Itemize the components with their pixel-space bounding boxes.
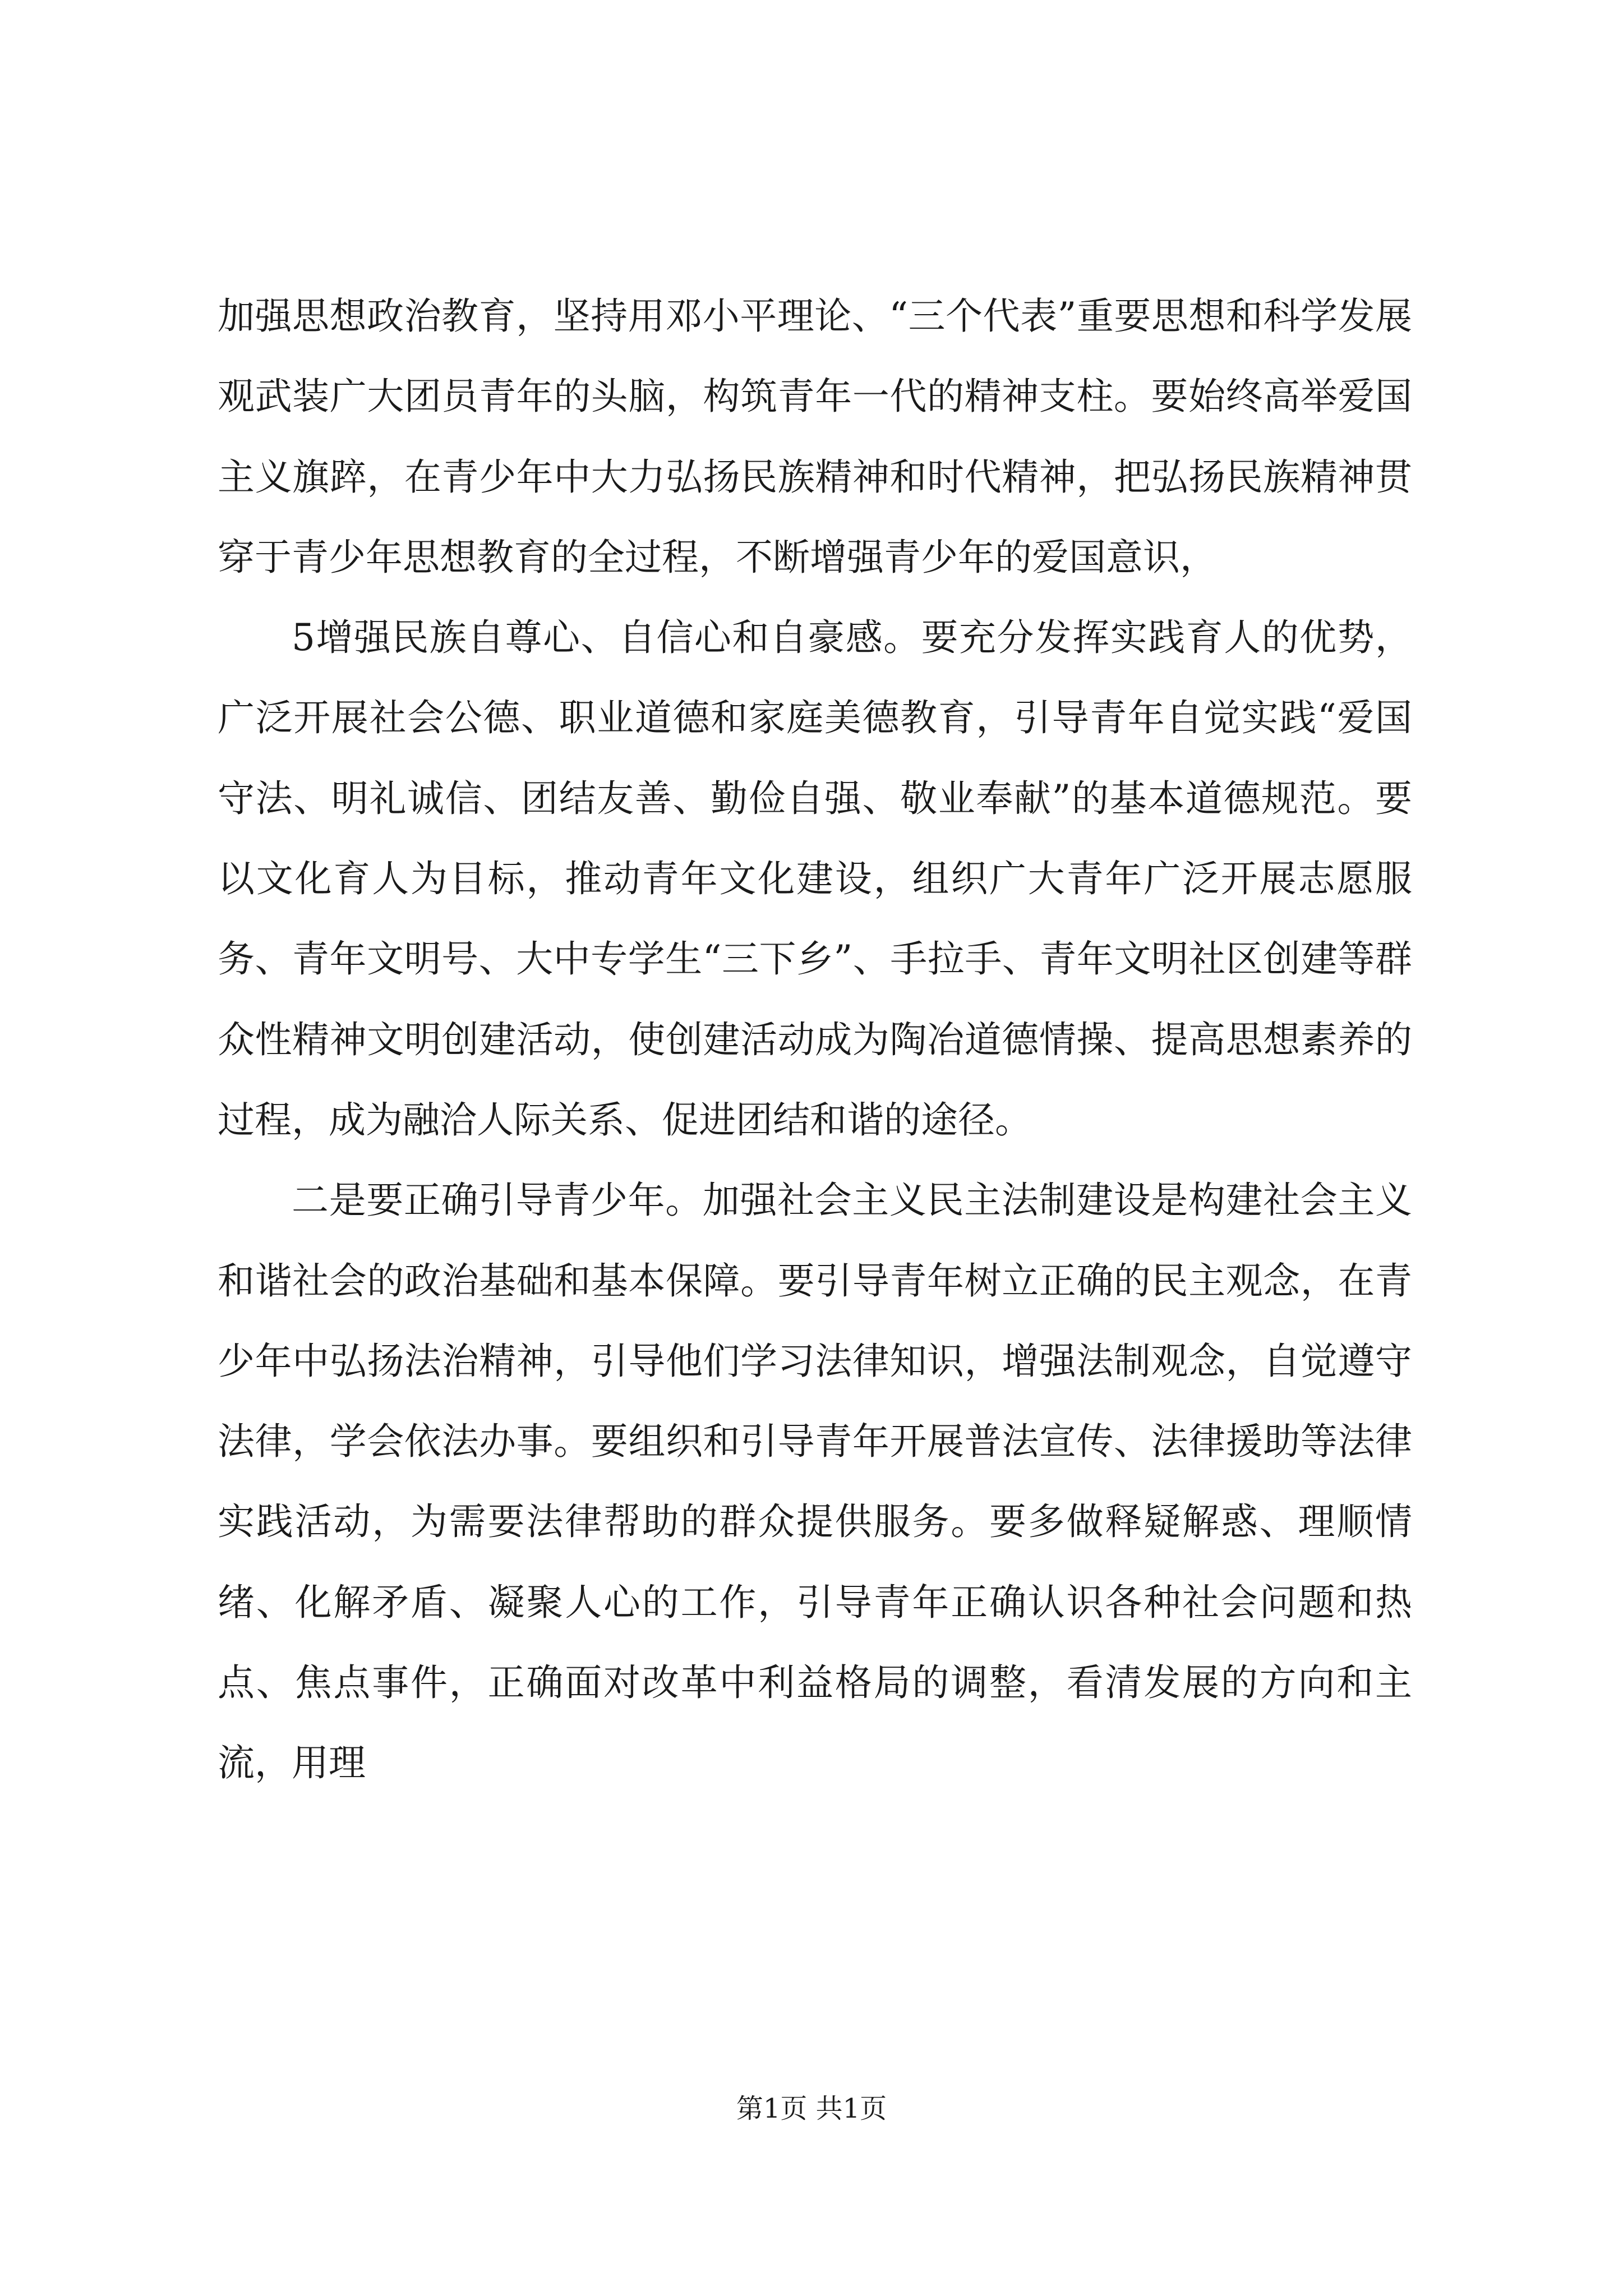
- document-body: [218, 276, 1412, 1803]
- page-footer: 第1页 共1页: [736, 2093, 887, 2124]
- paragraph-1: 加强思想政治教育，坚持用邓小平理论、“三个代表”重要思想和科学发展观武装广大团员青年的头脑，构筑青年一代的精神支柱。要始终高举爱国主义旗踤，在青少年中大力弘扬民族精神和时代精神，把弘扬民族精神贯穿于青少年思想教育的全过程，不断增强青少年的爱国意识，: [218, 295, 1412, 579]
- paragraph-3: 二是要正确引导青少年。加强社会主义民主法制建设是构建社会主义和谐社会的政治基础和基本保障。要引导青年树立正确的民主观念，在青少年中弘扬法治精神，引导他们学习法律知识，增强法制观念，自觉遵守法律，学会依法办事。要组织和引导青年开展普法宣传、法律援助等法律实践活动，为需要法律帮助的群众提供服务。要多做释疑解惑、理顺情绪、化解矛盾、凝聚人心的工作，引导青年正确认识各种社会问题和热点、焦点事件，正确面对改革中利益格局的调整，看清发展的方向和主流，用理: [218, 1179, 1412, 1785]
- paragraph-2: 5增强民族自尊心、自信心和自豪感。要充分发挥实践育人的优势，广泛开展社会公德、职业道德和家庭美德教育，引导青年自觉实践“爱国守法、明礼诚信、团结友善、勤俭自强、敬业奉献”的基本道德规范。要以文化育人为目标，推动青年文化建设，组织广大青年广泛开展志愿服务、青年文明号、大中专学生“三下乡”、手拉手、青年文明社区创建等群众性精神文明创建活动，使创建活动成为陶冶道德情操、提高思想素养的过程，成为融洽人际关系、促进团结和谐的途径。: [218, 616, 1412, 1142]
